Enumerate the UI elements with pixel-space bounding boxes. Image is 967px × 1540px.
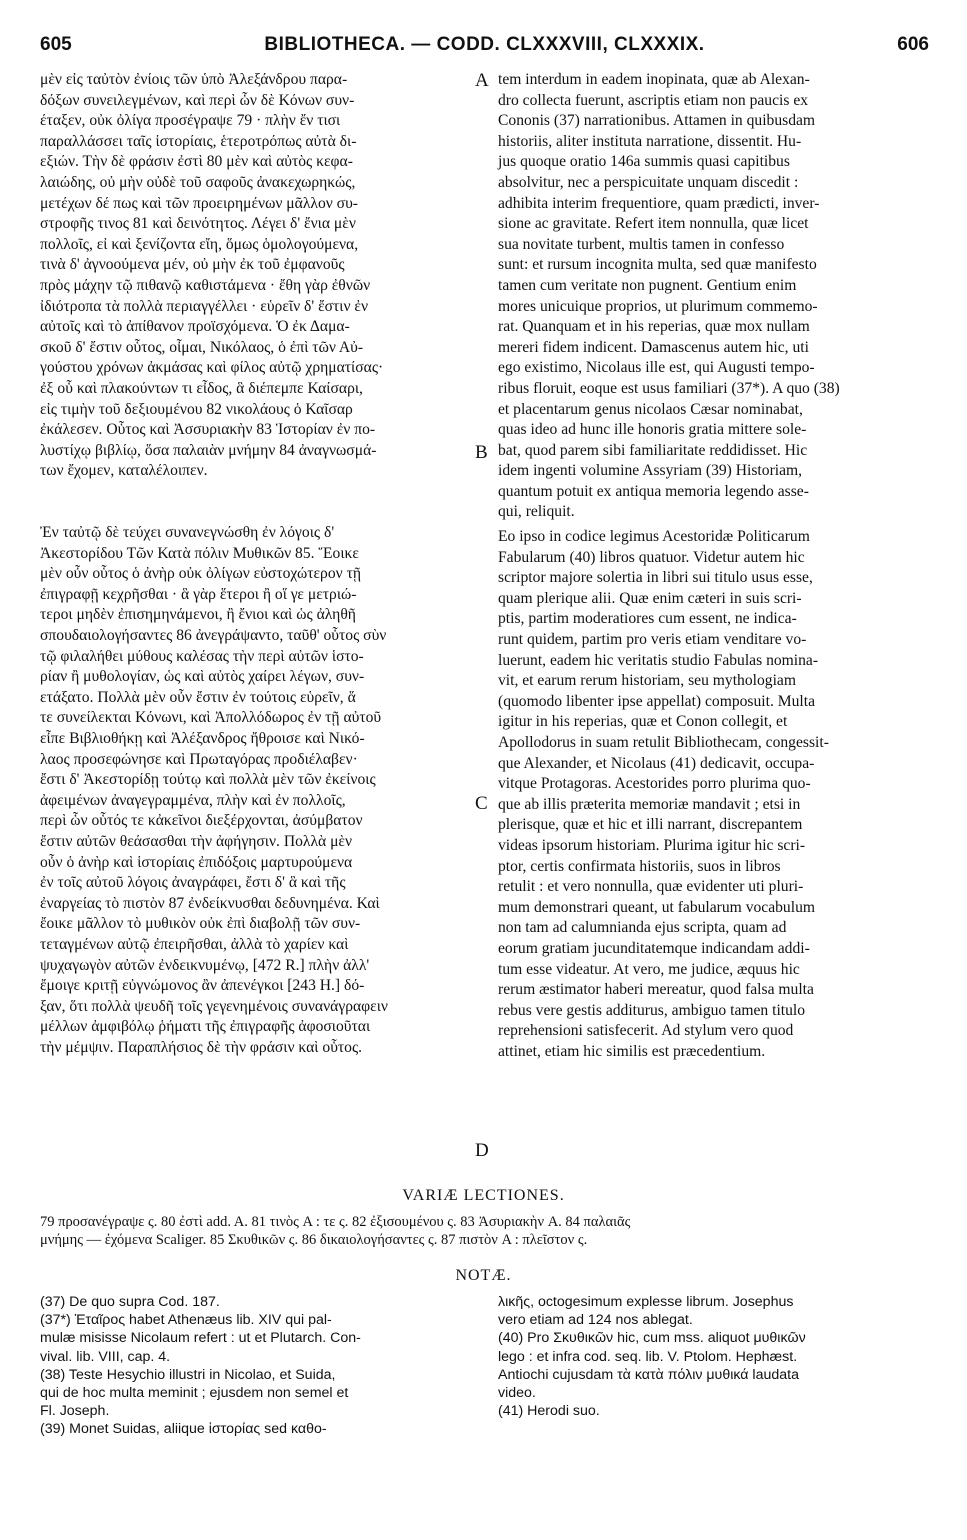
greek-text-line — [40, 482, 468, 503]
greek-text-line: ἐκάλεσεν. Οὗτος καὶ Ἀσσυριακὴν 83 Ἱστορίαν ἐν πο- — [40, 421, 376, 439]
greek-text-line: ἀφειμένων ἀναγεγραμμένα, πλὴν καὶ ἐν πολλοῖς, — [40, 791, 346, 809]
note-line: Antiochi cujusdam τὰ κατὰ πόλιν μυθικά laudata — [498, 1366, 799, 1383]
greek-text-line: σκοῦ δ' ἔστιν οὗτος, οἶμαι, Νικόλαος, ὁ ἐπὶ τῶν Αὐ- — [40, 338, 364, 356]
note-line: mulæ misisse Nicolaum refert : ut et Plutarch. Con- — [40, 1330, 361, 1347]
latin-text-line: mereri fidem indicent. Damascenus autem hic, uti — [498, 338, 809, 356]
variant-reading-line: μνήμης — ἐχόμενα Scaliger. 85 Σκυθικῶν ς. 86 δικαιολογήσαντες ς. 87 πιστὸν A : πλεῖστον ς. — [40, 1232, 588, 1249]
latin-text-line: (quomodo libenter ipse appellat) composuit. Multa — [498, 692, 816, 710]
greek-text-line: ἔμοιγε κριτῇ εὐγνώμονος ἂν ἀπενέγκοι [243 H.] δό- — [40, 977, 365, 995]
latin-text-line: ptis, partim moderatiores cum essent, ne indica- — [498, 610, 797, 628]
greek-text-line: γούστου χρόνων ἀκμάσας καὶ φίλος αὐτῷ χρηματίσας· — [40, 359, 384, 377]
greek-text-line: οὖν ὁ ἀνὴρ καὶ ἱστορίαις ἐπιδόξοις μαρτυρούμενα — [40, 853, 353, 871]
greek-text-line: εἰς τιμὴν τοῦ δεξιουμένου 82 νικολάους ὁ Καῖσαρ — [40, 400, 353, 418]
greek-text-line: ξαν, ὅτι πολλὰ ψευδῆ τοῖς γεγενημένοις συνανάγραφειν — [40, 997, 388, 1015]
latin-text-line: luerunt, eadem hic veritatis studio Fabulas nomina- — [498, 651, 819, 669]
latin-text-line: scriptor majore solertia in libri sui titulo usus esse, — [498, 569, 813, 587]
latin-text-line: bat, quod parem sibi familiaritate reddidisset. Hic — [498, 441, 808, 459]
note-line: (39) Monet Suidas, aliique ἱστορίας sed καθο- — [40, 1421, 327, 1438]
greek-text-line: τινὰ δ' ἀγνοούμενα μέν, οὐ μὴν ἐκ τοῦ ἐμφανοῦς — [40, 256, 345, 274]
latin-text-line: idem ingenti volumine Assyriam (39) Historiam, — [498, 462, 803, 480]
latin-text-line: igitur in his reperias, quæ et Conon collegit, et — [498, 713, 788, 731]
greek-text-line: έταξεν, οὐκ ὀλίγα προσέγραψε 79 · πλὴν ἔν τισι — [40, 112, 341, 130]
greek-text-line: παραλλάσσει ταῖς ἱστορίαις, ἑτεροτρόπως αὐτὰ δι- — [40, 132, 357, 150]
latin-text-line: Cononis (37) narrationibus. Attamen in quibusdam — [498, 112, 816, 130]
greek-text-line: ἔστι δ' Ἀκεστορίδῃ τούτῳ καὶ πολλὰ μὲν τῶν ἐκείνοις — [40, 771, 376, 789]
note-line: (37) De quo supra Cod. 187. — [40, 1294, 220, 1310]
latin-text-line: qui, reliquit. — [498, 503, 575, 521]
greek-text-line: ετάξατο. Πολλὰ μὲν οὖν ἔστιν ἐν τούτοις εὑρεῖν, ἅ — [40, 688, 356, 706]
greek-text-line: Ἐν ταὐτῷ δὲ τεύχει συνανεγνώσθη ἐν λόγοις δ' — [40, 524, 335, 542]
latin-text-line: tem interdum in eadem inopinata, quæ ab Alexan- — [498, 71, 810, 88]
latin-text-line: jus quoque oratio 146a summis quasi capitibus — [498, 153, 790, 171]
latin-text-line: Apollodorus in suam retulit Bibliothecam, congessit- — [498, 734, 829, 751]
margin-marker-c: C — [475, 793, 488, 814]
greek-text-line: ἔοικε μᾶλλον τὸ μυθικὸν οὐκ ἐπὶ διαβολῇ τῶν συν- — [40, 915, 361, 933]
greek-text-line: λαος προσεφώνησε καὶ Πρωταγόρας προδιέλαβεν· — [40, 750, 358, 768]
greek-text-line: τεταγμένων αὐτῷ ἐπειρῆσθαι, ἀλλὰ τὸ χαρίεν καὶ — [40, 935, 349, 953]
greek-text-line: μὲν εἰς ταὐτὸν ἐνίοις τῶν ὑπὸ Ἀλεξάνδρου παρα- — [40, 71, 348, 88]
latin-text-line: quantum potuit ex antiqua memoria legendo asse- — [498, 482, 809, 500]
note-line: video. — [498, 1384, 536, 1401]
latin-text-line: sione ac gravitate. Refert item nonnulla, quæ licet — [498, 215, 809, 233]
latin-text-line: ego existimo, Nicolaus ille est, qui Augusti tempo- — [498, 359, 815, 377]
greek-text-line: ρίαν ἢ μυθολογίαν, ὡς καὶ αὐτὸς χαίρει λέγων, συν- — [40, 668, 365, 686]
latin-text-line: ptor, certis confirmata historiis, suos in libros — [498, 857, 781, 875]
latin-text-line: que ab illis præterita memoriæ mandavit ; etsi in — [498, 795, 801, 813]
greek-text-line: ἐναργείας τὸ πιστὸν 87 ἐνδείκνυσθαι δεδυνημένα. Καὶ — [40, 894, 380, 912]
latin-text-line: rerum æstimator haberi mereatur, quod falsa multa — [498, 981, 814, 999]
margin-marker-a: A — [475, 70, 489, 91]
notes-left-column — [40, 1293, 470, 1439]
margin-marker-b: B — [475, 442, 488, 463]
note-line: λικῆς, octogesimum explesse librum. Josephus — [498, 1294, 794, 1310]
latin-text-line: tum esse videatur. At vero, me judice, æquus hic — [498, 960, 800, 978]
latin-text-line: plerisque, quæ et hic et illi narrant, discrepantem — [498, 816, 803, 834]
note-line: vero etiam ad 124 nos ablegat. — [498, 1312, 693, 1329]
margin-marker-d: D — [475, 1140, 489, 1161]
latin-text-line: mores unicuique proprios, ut plurimum commemo- — [498, 297, 818, 315]
note-line: (41) Herodi suo. — [498, 1403, 600, 1420]
note-line: Fl. Joseph. — [40, 1403, 110, 1420]
latin-text-line: que Alexander, et Nicolaus (41) dedicavit, occupa- — [498, 754, 815, 772]
greek-text-line: ἰδιότροπα τὰ πολλὰ περιαγγέλλει · εὑρεῖν δ' ἔστιν ἐν — [40, 297, 369, 315]
latin-text-line: runt quidem, partim pro veris etiam venditare vo- — [498, 631, 807, 649]
greek-text-line: μὲν οὖν οὗτος ὁ ἀνὴρ οὐκ ὀλίγων εὐστοχώτερον τῇ — [40, 565, 362, 583]
greek-text-line: των ἔχομεν, καταλέλοιπεν. — [40, 462, 208, 480]
note-line: qui de hoc multa meminit ; ejusdem non semel et — [40, 1384, 349, 1401]
greek-text-line: λαιώδης, οὐ μὴν οὐδὲ τοῦ σαφοῦς ἀνακεχωρηκώς, — [40, 173, 356, 191]
note-line: vival. lib. VIII, cap. 4. — [40, 1348, 171, 1365]
note-line: lego : et infra cod. seq. lib. V. Ptolom. Hephæst. — [498, 1348, 798, 1365]
greek-text-line: αὐτοῖς καὶ τὸ ἀπίθανον προϊσχόμενα. Ὁ ἐκ Δαμα- — [40, 318, 350, 336]
latin-text-line: videas ipsorum historiam. Plurima igitur hic scri- — [498, 836, 806, 854]
greek-text-line: τεροι μηδὲν ἐπισημηνάμενοι, ἢ ἔνιοι καὶ ὡς ἀληθῆ — [40, 606, 356, 624]
greek-text-line: εξιών. Τὴν δὲ φράσιν ἐστὶ 80 μὲν καὶ αὐτὸς κεφα- — [40, 153, 353, 171]
latin-text-line: dro collecta fuerunt, ascriptis etiam non paucis ex — [498, 91, 809, 109]
latin-text-line: reprehensioni satisfecerit. Ad stylum vero quod — [498, 1022, 794, 1040]
latin-text-column — [498, 70, 930, 1063]
greek-text-line: ψυχαγωγὸν αὐτῶν ἐνδεικνυμένῳ, [472 R.] πλὴν ἀλλ' — [40, 956, 370, 974]
greek-text-column — [40, 70, 468, 1059]
variae-lectiones-block — [40, 1212, 932, 1248]
page-number-right: 606 — [897, 34, 929, 55]
latin-text-line: retulit : et vero nonnulla, quæ evidenter uti pluri- — [498, 878, 804, 896]
latin-text-line: sunt: et rursum incognita multa, sed quæ manifesto — [498, 256, 817, 274]
latin-text-line: Fabularum (40) libros quatuor. Videtur autem hic — [498, 548, 805, 566]
latin-text-line: absolvitur, nec a perspicuitate unquam discedit : — [498, 173, 799, 191]
latin-text-line: sua novitate turbent, multis tamen in confesso — [498, 235, 785, 253]
greek-text-line: μέλλων ἀμφιβόλῳ ῥήματι τῆς ἐπιγραφῆς ἀφοσιοῦται — [40, 1018, 371, 1036]
latin-text-line: historiis, aliter instituta narratione, dissentit. Hu- — [498, 132, 802, 150]
greek-text-line: ἔστιν αὐτῶν θεάσασθαι τὴν ἀφήγησιν. Πολλὰ μὲν — [40, 832, 353, 850]
latin-text-line: tamen cum veritate non pugnent. Gentium enim — [498, 276, 797, 294]
latin-text-line: mum demonstrari queant, ut fabularum vocabulum — [498, 898, 815, 916]
latin-text-line: eorum gratiam jucunditatemque indicandam addi- — [498, 939, 810, 957]
greek-text-line: τὴν μέμψιν. Παραπλήσιος δὲ τὴν φράσιν καὶ οὗτος. — [40, 1038, 363, 1056]
note-line: (40) Pro Σκυθικῶν hic, cum mss. aliquot μυθικῶν — [498, 1330, 806, 1347]
greek-text-line: ἐπιγραφῇ κεχρῆσθαι · ἃ γὰρ ἕτεροι ἢ οἵ γε μετριώ- — [40, 585, 357, 603]
greek-text-line: ἐν τοῖς αὐτοῦ λόγοις ἀναγράφει, ἔστι δ' ἃ καὶ τῆς — [40, 874, 346, 892]
latin-text-line: vitque Protagoras. Acestorides porro plurima quo- — [498, 775, 811, 793]
greek-text-line — [40, 502, 468, 523]
note-line: (38) Teste Hesychio illustri in Nicolao, et Suida, — [40, 1366, 336, 1383]
running-header — [40, 34, 929, 60]
greek-text-line: περὶ ὧν οὗτός τε κἀκεῖνοι διεξέρχονται, ἀσύμβατον — [40, 812, 363, 830]
greek-text-line: ἐξ οὗ καὶ πλακούντων τι εἶδος, ἃ διέπεμπε Καίσαρι, — [40, 379, 363, 397]
latin-text-line: rat. Quanquam et in his reperias, quæ mox nullam — [498, 318, 810, 336]
greek-text-line: τε συνείλεκται Κόνωνι, καὶ Ἀπολλόδωρος ἐν τῇ αὐτοῦ — [40, 709, 382, 727]
greek-text-line: τῷ φιλαλήθει μύθους καλέσας τὴν περὶ αὐτῶν ἱστο- — [40, 647, 364, 665]
greek-text-line: πρὸς μάχην τῷ πιθανῷ καθιστάμενα · ἔθη γὰρ ἐθνῶν — [40, 276, 371, 294]
latin-text-line: quas ideo ad hunc ille honoris gratia mittere sole- — [498, 421, 807, 439]
greek-text-line: στροφῆς τινος 81 καὶ δεινότητος. Λέγει δ' ἔνια μὲν — [40, 215, 356, 233]
greek-text-line: πολλοῖς, εἰ καὶ ξενίζοντα εἴη, ὅμως ὁμολογούμενα, — [40, 235, 359, 253]
greek-text-line: εἶπε Βιβλιοθήκῃ καὶ Ἀλέξανδρος ἤθροισε καὶ Νικό- — [40, 730, 365, 747]
greek-text-line: δόξων συνειλεγμένων, καὶ περὶ ὧν δὲ Κόνων συν- — [40, 91, 355, 109]
latin-text-line: ribus floruit, eoque est usus familiari (37*). A quo (38) — [498, 379, 840, 397]
greek-text-line: λυστίχῳ βιβλίῳ, ὅσα παλαιὰν μνήμην 84 ἀναγνωσμά- — [40, 441, 377, 459]
greek-text-line: σπουδαιολογήσαντες 86 ἀνεγράψαντο, ταῦθ' οὗτος σὺν — [40, 627, 387, 645]
variae-lectiones-heading: VARIÆ LECTIONES. — [402, 1187, 565, 1204]
latin-text-line: rebus vere gestis additurus, ambiguo tamen titulo — [498, 1001, 806, 1019]
variant-reading-line: 79 προσανέγραψε ς. 80 ἐστὶ add. A. 81 τινὸς A : τε ς. 82 ἐξισουμένου ς. 83 Ἀσυριακὴν A. 84 παλαιᾶς — [40, 1214, 631, 1230]
latin-text-line: non tam ad calumnianda ejus scripta, quam ad — [498, 919, 787, 937]
note-line: (37*) Ἑταῖρος habet Athenæus lib. XIV qui pal- — [40, 1312, 332, 1329]
greek-text-line: μετέχων δέ πως καὶ τῶν προειρημένων μᾶλλον συ- — [40, 194, 359, 212]
page-number-left: 605 — [40, 34, 72, 55]
latin-text-line: quam plerique alii. Quæ enim cæteri in suis scri- — [498, 589, 802, 607]
latin-text-line: et placentarum genus nicolaos Cæsar nominabat, — [498, 400, 803, 418]
greek-text-line: Ἀκεστορίδου Τῶν Κατὰ πόλιν Μυθικῶν 85. Ἔοικε — [40, 544, 359, 562]
notes-right-column — [498, 1293, 930, 1420]
latin-text-line: attinet, etiam hic similis est præcedentium. — [498, 1042, 766, 1060]
notae-heading: NOTÆ. — [455, 1267, 512, 1284]
latin-text-line: Eo ipso in codice legimus Acestoridæ Politicarum — [498, 528, 810, 546]
running-title: BIBLIOTHECA. — CODD. CLXXXVIII, CLXXXIX. — [264, 34, 705, 55]
latin-text-line: adhibita interim frequentiore, quam prædicti, inver- — [498, 194, 820, 212]
latin-text-line: vit, et earum rerum historiam, seu mythologiam — [498, 672, 796, 690]
